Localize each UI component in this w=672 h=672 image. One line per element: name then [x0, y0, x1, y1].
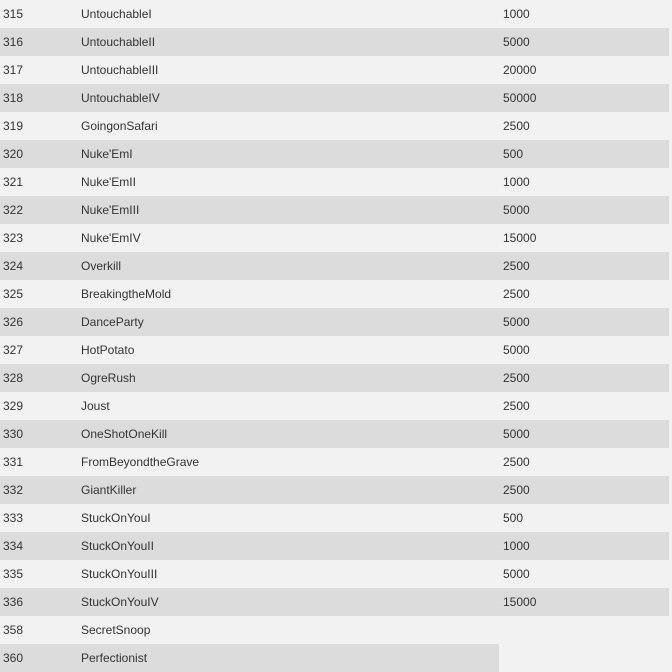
row-id: 321: [3, 175, 24, 189]
table-row: [0, 308, 672, 336]
row-name: UntouchableI: [81, 7, 152, 21]
row-name: Nuke'EmII: [81, 175, 136, 189]
table-row: [0, 28, 672, 56]
table-row: [0, 84, 672, 112]
row-points: 5000: [503, 35, 530, 49]
row-id: 317: [3, 63, 24, 77]
row-id: 315: [3, 7, 24, 21]
row-name: GoingonSafari: [81, 119, 158, 133]
row-name: OgreRush: [81, 371, 136, 385]
row-id: 322: [3, 203, 24, 217]
table-row: [0, 196, 672, 224]
row-name: UntouchableIV: [81, 91, 160, 105]
row-name: OneShotOneKill: [81, 427, 168, 441]
row-id: 324: [3, 259, 24, 273]
row-id: 334: [3, 539, 24, 553]
table-row: [0, 532, 672, 560]
row-name: GiantKiller: [81, 483, 137, 497]
row-id: 333: [3, 511, 24, 525]
row-name: StuckOnYouIII: [81, 567, 158, 581]
row-points: 15000: [503, 231, 537, 245]
row-name: UntouchableIII: [81, 63, 159, 77]
row-name: Perfectionist: [81, 651, 148, 665]
row-background: [0, 616, 499, 644]
table-row: [0, 140, 672, 168]
table-row: [0, 560, 672, 588]
row-points: 5000: [503, 203, 530, 217]
table-row: [0, 476, 672, 504]
row-id: 328: [3, 371, 24, 385]
row-id: 331: [3, 455, 24, 469]
row-points: 5000: [503, 567, 530, 581]
row-name: Nuke'EmIII: [81, 203, 140, 217]
row-id: 319: [3, 119, 24, 133]
row-points: 2500: [503, 399, 530, 413]
row-background: [0, 644, 499, 672]
row-name: Nuke'EmI: [81, 147, 133, 161]
row-name: Overkill: [81, 259, 122, 273]
table-row: [0, 448, 672, 476]
table-row: [0, 56, 672, 84]
row-points: 1000: [503, 175, 530, 189]
row-points: 2500: [503, 119, 530, 133]
row-points: 1000: [503, 539, 530, 553]
row-id: 329: [3, 399, 24, 413]
row-name: Nuke'EmIV: [81, 231, 141, 245]
row-points: 2500: [503, 371, 530, 385]
row-id: 358: [3, 623, 24, 637]
table-row: [0, 168, 672, 196]
row-points: 15000: [503, 595, 537, 609]
row-points: 20000: [503, 63, 537, 77]
row-name: HotPotato: [81, 343, 135, 357]
row-name: FromBeyondtheGrave: [81, 455, 200, 469]
table-row: [0, 112, 672, 140]
row-points: 5000: [503, 343, 530, 357]
row-id: 332: [3, 483, 24, 497]
row-id: 360: [3, 651, 24, 665]
row-name: StuckOnYouI: [81, 511, 151, 525]
table-row: [0, 616, 672, 644]
row-id: 316: [3, 35, 24, 49]
table-row: [0, 252, 672, 280]
row-name: StuckOnYouIV: [81, 595, 159, 609]
row-id: 326: [3, 315, 24, 329]
row-name: DanceParty: [81, 315, 144, 329]
table-row: [0, 504, 672, 532]
table-row: [0, 588, 672, 616]
row-id: 330: [3, 427, 24, 441]
table-row: [0, 392, 672, 420]
row-points: 5000: [503, 315, 530, 329]
row-points: 2500: [503, 455, 530, 469]
table-row: [0, 364, 672, 392]
row-name: StuckOnYouII: [81, 539, 154, 553]
row-points: 2500: [503, 483, 530, 497]
row-name: SecretSnoop: [81, 623, 151, 637]
row-name: UntouchableII: [81, 35, 156, 49]
table-row: [0, 280, 672, 308]
row-points: 500: [503, 147, 524, 161]
row-id: 335: [3, 567, 24, 581]
row-id: 318: [3, 91, 24, 105]
table-row: [0, 0, 672, 28]
row-points: 2500: [503, 259, 530, 273]
table-row: [0, 644, 672, 672]
row-id: 336: [3, 595, 24, 609]
row-id: 325: [3, 287, 24, 301]
row-points: 1000: [503, 7, 530, 21]
row-id: 320: [3, 147, 24, 161]
table-row: [0, 336, 672, 364]
row-points: 5000: [503, 427, 530, 441]
row-points: 500: [503, 511, 524, 525]
row-points: 50000: [503, 91, 537, 105]
table-row: [0, 224, 672, 252]
table-row: [0, 420, 672, 448]
row-id: 323: [3, 231, 24, 245]
row-id: 327: [3, 343, 24, 357]
row-name: BreakingtheMold: [81, 287, 172, 301]
row-points: 2500: [503, 287, 530, 301]
row-name: Joust: [81, 399, 110, 413]
